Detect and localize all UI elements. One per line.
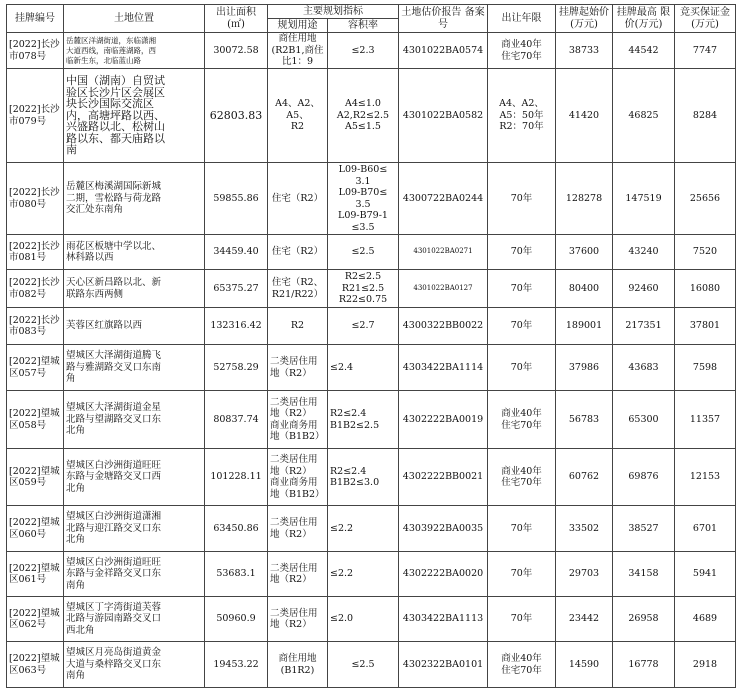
row-max-price: 43240	[613, 235, 675, 270]
row-usage: 住宅（R2、 R21/R22）	[268, 270, 328, 308]
row-term: 商业40年 住宅70年	[488, 642, 556, 688]
row-max-price: 26958	[613, 597, 675, 642]
row-term: 70年	[488, 597, 556, 642]
row-area: 30072.58	[205, 33, 268, 69]
table-row	[7, 642, 736, 688]
row-far: A4≤1.0 A2,R2≤2.5 A5≤1.5	[328, 69, 399, 163]
row-usage: 住宅（R2）	[268, 235, 328, 270]
row-max-price: 46825	[613, 69, 675, 163]
row-report: 4302222BB0021	[399, 449, 488, 506]
row-start-price: 37600	[556, 235, 613, 270]
row-report: 4300722BA0244	[399, 163, 488, 235]
header-far: 容积率	[328, 19, 399, 33]
row-usage: R2	[268, 308, 328, 345]
row-term: 70年	[488, 270, 556, 308]
row-start-price: 29703	[556, 552, 613, 597]
row-code: [2022]长沙 市080号	[7, 163, 64, 235]
row-start-price: 80400	[556, 270, 613, 308]
row-code: [2022]长沙 市079号	[7, 69, 64, 163]
row-code: [2022]望城 区057号	[7, 345, 64, 391]
row-start-price: 41420	[556, 69, 613, 163]
row-deposit: 25656	[675, 163, 736, 235]
land-auction-table	[6, 4, 736, 688]
row-usage: 二类居住用 地（R2） 商业商务用 地（B1B2）	[268, 449, 328, 506]
row-deposit: 7598	[675, 345, 736, 391]
row-usage: 二类居住用 地（R2）	[268, 552, 328, 597]
row-area: 65375.27	[205, 270, 268, 308]
row-max-price: 44542	[613, 33, 675, 69]
row-location: 望城区白沙洲街道旺旺 东路与金塘路交叉口西 北角	[64, 449, 205, 506]
row-report: 4302222BA0020	[399, 552, 488, 597]
row-area: 132316.42	[205, 308, 268, 345]
row-location: 望城区白沙洲街道潇湘 北路与迎江路交叉口东 北角	[64, 506, 205, 552]
row-code: [2022]望城 区061号	[7, 552, 64, 597]
row-term: 70年	[488, 506, 556, 552]
row-location: 雨花区板塘中学以北、 林科路以西	[64, 235, 205, 270]
row-code: [2022]望城 区063号	[7, 642, 64, 688]
table-row	[7, 506, 736, 552]
row-max-price: 147519	[613, 163, 675, 235]
row-far: ≤2.0	[328, 597, 399, 642]
row-start-price: 37986	[556, 345, 613, 391]
row-start-price: 128278	[556, 163, 613, 235]
row-location: 望城区大泽湖街道腾飞 路与雅湖路交叉口东南 角	[64, 345, 205, 391]
row-deposit: 37801	[675, 308, 736, 345]
row-far: ≤2.3	[328, 33, 399, 69]
row-usage: 二类居住用 地（R2）	[268, 506, 328, 552]
row-max-price: 65300	[613, 391, 675, 449]
row-far: R2≤2.4 B1B2≤2.5	[328, 391, 399, 449]
row-term: 70年	[488, 345, 556, 391]
row-deposit: 11357	[675, 391, 736, 449]
row-area: 63450.86	[205, 506, 268, 552]
row-max-price: 34158	[613, 552, 675, 597]
row-usage: A4、A2、A5、 R2	[268, 69, 328, 163]
row-start-price: 38733	[556, 33, 613, 69]
row-location: 芙蓉区红旗路以西	[64, 308, 205, 345]
row-code: [2022]望城 区059号	[7, 449, 64, 506]
table-row	[7, 33, 736, 69]
row-far: ≤2.7	[328, 308, 399, 345]
row-term: A4、A2、 A5：50年 R2：70年	[488, 69, 556, 163]
row-max-price: 16778	[613, 642, 675, 688]
row-usage: 住宅（R2）	[268, 163, 328, 235]
row-deposit: 7520	[675, 235, 736, 270]
row-far: R2≤2.5 R21≤2.5 R22≤0.75	[328, 270, 399, 308]
row-code: [2022]长沙 市083号	[7, 308, 64, 345]
row-deposit: 2918	[675, 642, 736, 688]
row-far: ≤2.5	[328, 642, 399, 688]
header-max-price: 挂牌最高 限价(万元)	[613, 5, 675, 33]
row-term: 商业40年 住宅70年	[488, 33, 556, 69]
header-location: 土地位置	[64, 5, 205, 33]
row-report: 4303922BA0035	[399, 506, 488, 552]
header-term: 出让年限	[488, 5, 556, 33]
row-far: ≤2.4	[328, 345, 399, 391]
row-report: 4303422BA1114	[399, 345, 488, 391]
row-usage: 二类居住用 地（R2） 商业商务用 地（B1B2）	[268, 391, 328, 449]
row-deposit: 4689	[675, 597, 736, 642]
row-max-price: 69876	[613, 449, 675, 506]
header-start-price: 挂牌起始价 (万元)	[556, 5, 613, 33]
row-code: [2022]长沙 市082号	[7, 270, 64, 308]
table-row	[7, 345, 736, 391]
row-report: 4301022BA0127	[399, 270, 488, 308]
row-location: 岳麓区梅溪湖国际新城 二期，雪松路与荷龙路 交汇处东南角	[64, 163, 205, 235]
table-row	[7, 597, 736, 642]
row-deposit: 5941	[675, 552, 736, 597]
row-deposit: 16080	[675, 270, 736, 308]
row-location: 岳麓区洋湖街道，东临潇湘 大道西线，南临莲湖路，西 临新生东，北临蓝山路	[64, 33, 205, 69]
row-term: 商业40年 住宅70年	[488, 449, 556, 506]
table-row	[7, 235, 736, 270]
row-far: ≤2.2	[328, 506, 399, 552]
row-report: 4301022BA0582	[399, 69, 488, 163]
row-location: 望城区白沙洲街道旺旺 东路与金祥路交叉口东 南角	[64, 552, 205, 597]
row-location: 望城区丁字湾街道芙蓉 北路与游园南路交叉口 西北角	[64, 597, 205, 642]
row-area: 62803.83	[205, 69, 268, 163]
row-term: 70年	[488, 235, 556, 270]
row-term: 70年	[488, 163, 556, 235]
row-report: 4302222BA0019	[399, 391, 488, 449]
header-usage: 规划用途	[268, 19, 328, 33]
row-deposit: 12153	[675, 449, 736, 506]
row-code: [2022]长沙 市081号	[7, 235, 64, 270]
row-area: 101228.11	[205, 449, 268, 506]
row-far: R2≤2.4 B1B2≤3.0	[328, 449, 399, 506]
table-row	[7, 69, 736, 163]
row-area: 50960.9	[205, 597, 268, 642]
row-usage: 商住用地 (R2B1,商住 比1：9	[268, 33, 328, 69]
row-code: [2022]望城 区062号	[7, 597, 64, 642]
row-max-price: 92460	[613, 270, 675, 308]
row-max-price: 38527	[613, 506, 675, 552]
table-row	[7, 163, 736, 235]
row-usage: 二类居住用 地（R2）	[268, 597, 328, 642]
table-row	[7, 391, 736, 449]
table-row	[7, 308, 736, 345]
row-code: [2022]望城 区058号	[7, 391, 64, 449]
table-row	[7, 270, 736, 308]
row-area: 19453.22	[205, 642, 268, 688]
row-term: 商业40年 住宅70年	[488, 391, 556, 449]
row-report: 4302322BA0101	[399, 642, 488, 688]
header-report: 土地估价报告 备案号	[399, 5, 488, 33]
row-start-price: 33502	[556, 506, 613, 552]
row-deposit: 6701	[675, 506, 736, 552]
row-start-price: 23442	[556, 597, 613, 642]
row-area: 34459.40	[205, 235, 268, 270]
row-start-price: 56783	[556, 391, 613, 449]
row-code: [2022]望城 区060号	[7, 506, 64, 552]
row-max-price: 217351	[613, 308, 675, 345]
row-area: 59855.86	[205, 163, 268, 235]
row-report: 4300322BB0022	[399, 308, 488, 345]
header-deposit: 竞买保证金 (万元)	[675, 5, 736, 33]
row-code: [2022]长沙 市078号	[7, 33, 64, 69]
header-code: 挂牌编号	[7, 5, 64, 33]
header-area: 出让面积 (㎡)	[205, 5, 268, 33]
row-usage: 商住用地 (B1R2)	[268, 642, 328, 688]
row-far: ≤2.2	[328, 552, 399, 597]
row-start-price: 14590	[556, 642, 613, 688]
row-area: 80837.74	[205, 391, 268, 449]
row-term: 70年	[488, 308, 556, 345]
row-usage: 二类居住用 地（R2）	[268, 345, 328, 391]
row-location: 望城区月亮岛街道黄金 大道与桑梓路交叉口东 南角	[64, 642, 205, 688]
table-row	[7, 449, 736, 506]
row-report: 4301022BA0574	[399, 33, 488, 69]
row-report: 4303422BA1113	[399, 597, 488, 642]
row-far: L09-B60≤ 3.1 L09-B70≤ 3.5 L09-B79-1 ≤3.5	[328, 163, 399, 235]
row-report: 4301022BA0271	[399, 235, 488, 270]
row-term: 70年	[488, 552, 556, 597]
row-area: 52758.29	[205, 345, 268, 391]
row-deposit: 8284	[675, 69, 736, 163]
row-location: 中国（湖南）自贸试 验区长沙片区会展区 块长沙国际交流区 内，高塘坪路以西、 兴盛路以北、松树山 路以东、都天庙路以 南	[64, 69, 205, 163]
row-deposit: 7747	[675, 33, 736, 69]
row-max-price: 43683	[613, 345, 675, 391]
row-location: 天心区新昌路以北、新 联路东西两侧	[64, 270, 205, 308]
row-area: 53683.1	[205, 552, 268, 597]
header-indicators: 主要规划指标	[268, 5, 399, 19]
row-start-price: 189001	[556, 308, 613, 345]
row-start-price: 60762	[556, 449, 613, 506]
row-far: ≤2.5	[328, 235, 399, 270]
table-row	[7, 552, 736, 597]
row-location: 望城区大泽湖街道金星 北路与望湖路交叉口东 北角	[64, 391, 205, 449]
